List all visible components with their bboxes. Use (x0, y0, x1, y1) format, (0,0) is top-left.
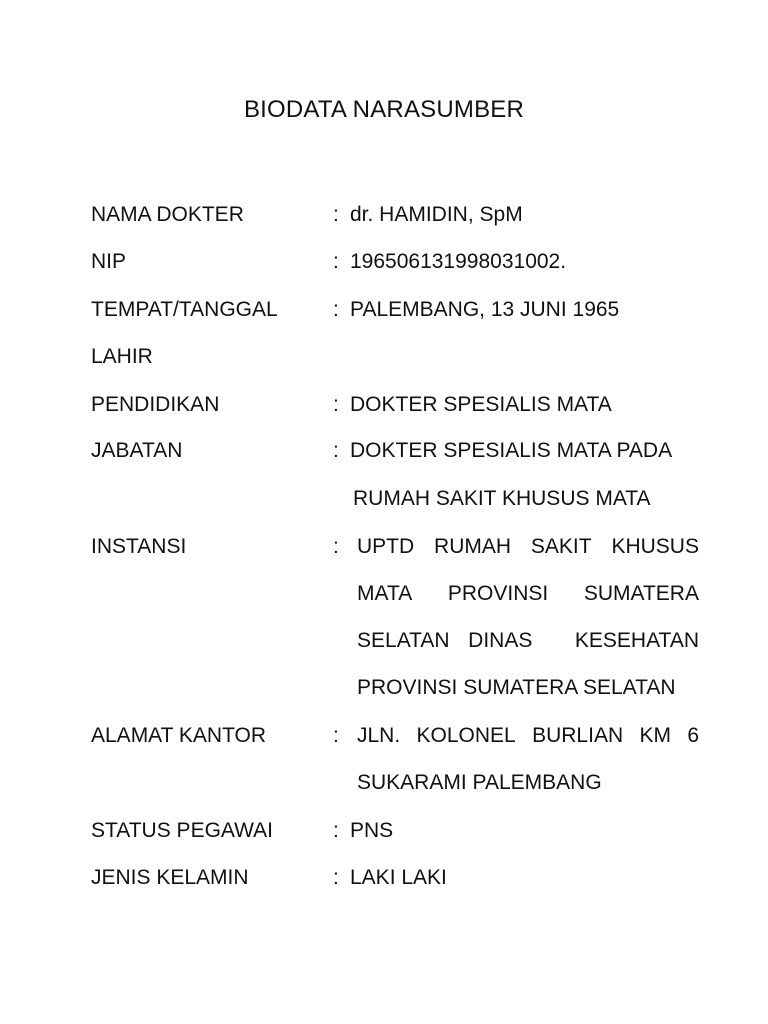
instansi-word: DINAS (468, 629, 533, 652)
nip-colon: : (333, 250, 339, 273)
jabatan-value-line1: DOKTER SPESIALIS MATA PADA (350, 439, 673, 462)
ttl-label-line1: TEMPAT/TANGGAL (91, 298, 278, 321)
jabatan-label: JABATAN (91, 439, 183, 462)
alamat-word: 6 (687, 724, 699, 747)
nip-label: NIP (91, 250, 127, 273)
page-title: BIODATA NARASUMBER (243, 96, 525, 123)
instansi-value-line1 (357, 534, 699, 560)
alamat-word: KM (639, 724, 671, 747)
ttl-value: PALEMBANG, 13 JUNI 1965 (350, 298, 620, 321)
nama-dokter-colon: : (333, 203, 339, 226)
alamat-kantor-colon: : (333, 724, 339, 747)
instansi-label: INSTANSI (91, 535, 187, 558)
instansi-word: RUMAH (434, 535, 512, 558)
instansi-word: KESEHATAN (574, 629, 699, 652)
nama-dokter-value: dr. HAMIDIN, SpM (350, 203, 523, 226)
pendidikan-value: DOKTER SPESIALIS MATA (350, 393, 612, 416)
nama-dokter-label: NAMA DOKTER (91, 203, 244, 226)
alamat-kantor-value-line1 (357, 723, 699, 749)
alamat-word: KOLONEL (416, 724, 516, 747)
jenis-kelamin-label: JENIS KELAMIN (91, 866, 249, 889)
alamat-word: BURLIAN (532, 724, 624, 747)
alamat-word: JLN. (357, 724, 401, 747)
ttl-colon: : (333, 298, 339, 321)
alamat-kantor-value-line2: SUKARAMI PALEMBANG (357, 771, 602, 794)
instansi-word: MATA (357, 582, 413, 605)
ttl-label-line2: LAHIR (91, 345, 153, 368)
instansi-value-line3 (357, 628, 699, 654)
instansi-colon: : (333, 535, 339, 558)
jabatan-value-line2: RUMAH SAKIT KHUSUS MATA (353, 487, 651, 510)
alamat-kantor-label: ALAMAT KANTOR (91, 724, 267, 747)
instansi-word: KHUSUS (611, 535, 699, 558)
pendidikan-colon: : (333, 393, 339, 416)
pendidikan-label: PENDIDIKAN (91, 393, 220, 416)
status-pegawai-colon: : (333, 819, 339, 842)
instansi-word: SUMATERA (583, 582, 699, 605)
jenis-kelamin-value: LAKI LAKI (350, 866, 447, 889)
nip-value: 196506131998031002. (350, 250, 567, 273)
status-pegawai-value: PNS (350, 819, 394, 842)
status-pegawai-label: STATUS PEGAWAI (91, 819, 274, 842)
instansi-value-line2 (357, 581, 699, 607)
instansi-word: SAKIT (530, 535, 592, 558)
instansi-word: UPTD (357, 535, 415, 558)
instansi-value-line4: PROVINSI SUMATERA SELATAN (357, 676, 676, 699)
instansi-word: SELATAN (357, 629, 450, 652)
instansi-word: PROVINSI (447, 582, 549, 605)
jenis-kelamin-colon: : (333, 866, 339, 889)
jabatan-colon: : (333, 439, 339, 462)
